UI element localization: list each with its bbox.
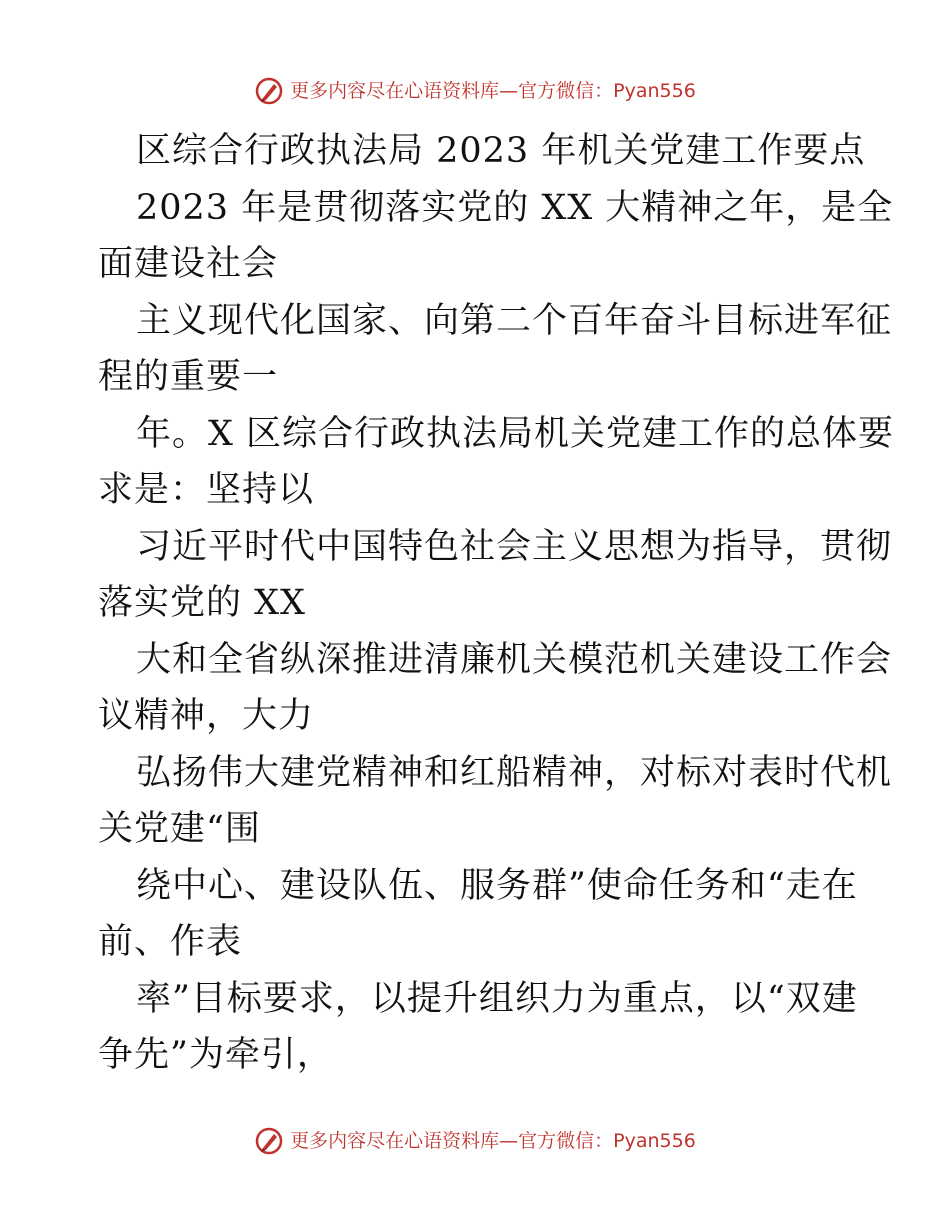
pen-logo-icon (254, 1126, 284, 1156)
pen-logo-icon (254, 76, 284, 106)
document-line: 主义现代化国家、向第二个百年奋斗目标进军征 (136, 300, 893, 341)
document-line: 区综合行政执法局 2023 年机关党建工作要点 (136, 131, 866, 171)
document-line: 2023 年是贯彻落实党的 XX 大精神之年，是全 (136, 187, 894, 228)
document-line: 面建设社会 (98, 244, 279, 284)
footer-watermark (0, 1126, 950, 1156)
watermark-text: 更多内容尽在心语资料库—官方微信：Pyan556 (290, 1130, 696, 1152)
document-line: 年。X 区综合行政执法局机关党建工作的总体要 (136, 413, 895, 454)
document-line: 关党建“围 (98, 809, 261, 849)
document-line: 绕中心、建设队伍、服务群”使命任务和“走在 (136, 865, 858, 906)
watermark-text: 更多内容尽在心语资料库—官方微信：Pyan556 (290, 80, 696, 102)
document-line: 习近平时代中国特色社会主义思想为指导，贯彻 (136, 526, 893, 567)
document-line: 前、作表 (98, 922, 243, 962)
document-line: 争先”为牵引， (98, 1035, 333, 1075)
document-body (98, 123, 895, 1084)
document-line: 落实党的 XX (98, 583, 306, 623)
document-line: 程的重要一 (98, 357, 279, 397)
header-watermark (0, 76, 950, 106)
document-line: 率”目标要求，以提升组织力为重点，以“双建 (136, 978, 858, 1019)
document-line: 大和全省纵深推进清廉机关模范机关建设工作会 (136, 639, 893, 680)
document-line: 求是：坚持以 (98, 470, 315, 510)
document-line: 议精神，大力 (98, 696, 315, 736)
document-line: 弘扬伟大建党精神和红船精神，对标对表时代机 (136, 752, 893, 793)
